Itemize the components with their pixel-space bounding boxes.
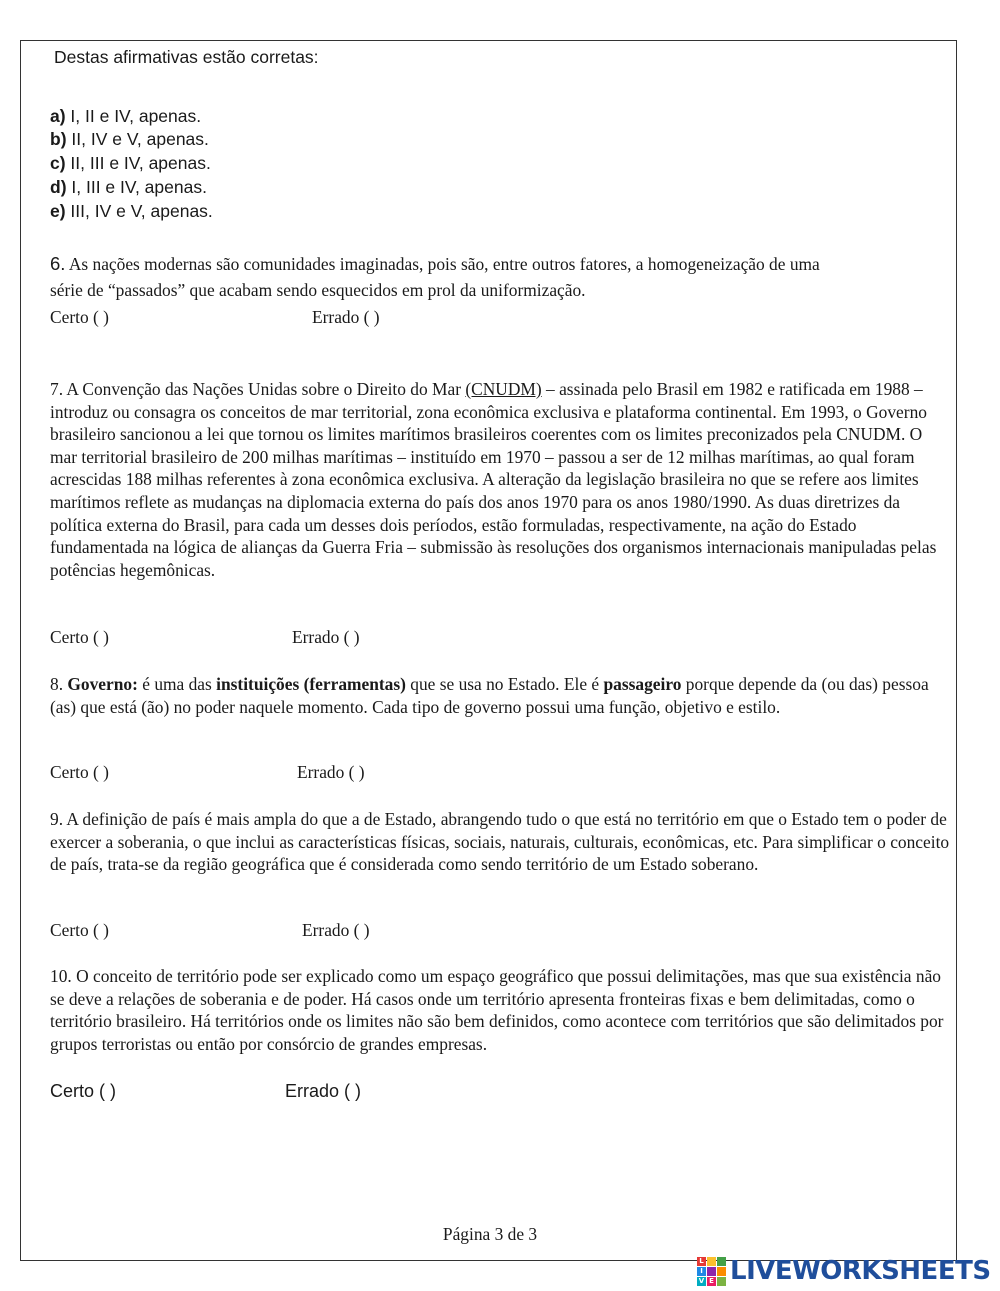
question-text: porque depende da (ou das) pessoa (as) que está (ão) no poder naquele momento. Cada tipo de governo possui uma função, objetivo e estilo.	[50, 674, 929, 717]
question-text: 8.	[50, 674, 68, 694]
option-letter: e)	[50, 201, 66, 221]
question-text: que se usa no Estado. Ele é	[405, 674, 604, 694]
question-text: 7. A Convenção das Nações Unidas sobre o Direito do Mar	[50, 379, 466, 399]
question-number: 6.	[50, 253, 66, 274]
question-7	[50, 378, 950, 581]
option-text: I, III e IV, apenas.	[66, 177, 207, 197]
errado-answer-9[interactable]: Errado ( )	[302, 920, 370, 940]
question-9: 9. A definição de país é mais ampla do que a de Estado, abrangendo tudo o que está no território em que o Estado tem o poder de exercer a soberania, o que inclui as características físicas, sociais, naturais, culturais, econômicas, etc. Para simplificar o conceito de país, trata-se da região geográfica que é considerada como sendo território de um Estado soberano.	[50, 809, 950, 875]
logo-tile	[717, 1277, 726, 1286]
certo-answer-7[interactable]: Certo ( )	[50, 627, 109, 647]
option-e	[50, 201, 213, 222]
option-c	[50, 153, 211, 174]
logo-tile	[717, 1257, 726, 1266]
liveworksheets-logo	[697, 1256, 991, 1286]
question-10: 10. O conceito de território pode ser explicado como um espaço geográfico que possui delimitações, mas que sua existência não se deve a relações de soberania e de poder. Há casos onde um território apresenta fronteiras fixas e bem delimitadas, como o território brasileiro. Há territórios onde os limites não são bem definidos, como acontece com territórios que são delimitados por grupos terroristas ou então por consórcio de grandes empresas.	[50, 966, 944, 1054]
errado-answer-6[interactable]: Errado ( )	[312, 307, 380, 327]
certo-answer-9[interactable]: Certo ( )	[50, 920, 109, 940]
logo-tile: V	[698, 1277, 705, 1285]
option-a	[50, 106, 201, 127]
intro-text: Destas afirmativas estão corretas:	[54, 47, 319, 67]
cnudm-underlined: (CNUDM)	[465, 379, 542, 399]
logo-tile: E	[707, 1277, 716, 1286]
page-border	[20, 40, 957, 1261]
question-6-line-2: série de “passados” que acabam sendo esquecidos em prol da uniformização.	[50, 280, 586, 300]
option-text: I, II e IV, apenas.	[65, 106, 202, 126]
option-d	[50, 177, 207, 198]
option-letter: b)	[50, 129, 67, 149]
bold-term: instituições (ferramentas)	[216, 674, 406, 694]
option-b	[50, 129, 209, 150]
option-letter: a)	[50, 106, 66, 126]
option-text: II, III e IV, apenas.	[65, 153, 211, 173]
errado-answer-10[interactable]: Errado ( )	[285, 1081, 362, 1101]
question-8	[50, 673, 950, 718]
question-text: – assinada pelo Brasil em 1982 e ratificada em 1988 – introduz ou consagra os conceitos de mar territorial, zona econômica exclusiva e plataforma continental. Em 1993, o Governo brasileiro sancionou a lei que tornou os limites marítimos brasileiros coerentes com os limites preconizados pela CNUDM. O mar territorial brasileiro de 200 milhas marítimas – instituído em 1970 – passou a ser de 12 milhas marítimas, ao qual foram acrescidas 188 milhas referentes à zona econômica exclusiva. A alteração da legislação brasileira no que se refere aos limites marítimos reflete as mudanças na diplomacia externa do país dos anos 1970 para os anos 1980/1990. As duas diretrizes da política externa do Brasil, para cada um desses dois períodos, estão formuladas, respectivamente, na ação do Estado fundamentada na lógica de alianças da Guerra Fria – submissão às resoluções dos organismos internacionais manipuladas pelas potências hegemônicas.	[50, 379, 937, 580]
errado-answer-8[interactable]: Errado ( )	[297, 762, 365, 782]
logo-tile: I	[697, 1267, 706, 1276]
question-text: é uma das	[137, 674, 217, 694]
question-text: As nações modernas são comunidades imaginadas, pois são, entre outros fatores, a homogeneização de uma	[65, 254, 820, 274]
option-text: II, IV e V, apenas.	[66, 129, 209, 149]
option-text: III, IV e V, apenas.	[65, 201, 213, 221]
logo-tile: L	[697, 1257, 706, 1266]
bold-term: Governo:	[67, 674, 138, 694]
option-letter: d)	[50, 177, 67, 197]
certo-answer-10[interactable]: Certo ( )	[50, 1081, 117, 1101]
errado-answer-7[interactable]: Errado ( )	[292, 627, 360, 647]
logo-tile	[707, 1257, 716, 1266]
certo-answer-6[interactable]: Certo ( )	[50, 307, 109, 327]
question-6-line-1	[50, 253, 820, 275]
logo-tile	[707, 1267, 716, 1276]
logo-tile	[717, 1267, 726, 1276]
logo-grid-icon	[697, 1257, 726, 1286]
bold-term: passageiro	[603, 674, 682, 694]
option-letter: c)	[50, 153, 66, 173]
certo-answer-8[interactable]: Certo ( )	[50, 762, 109, 782]
logo-text: LIVEWORKSHEETS	[730, 1256, 991, 1286]
page-number: Página 3 de 3	[442, 1224, 538, 1244]
